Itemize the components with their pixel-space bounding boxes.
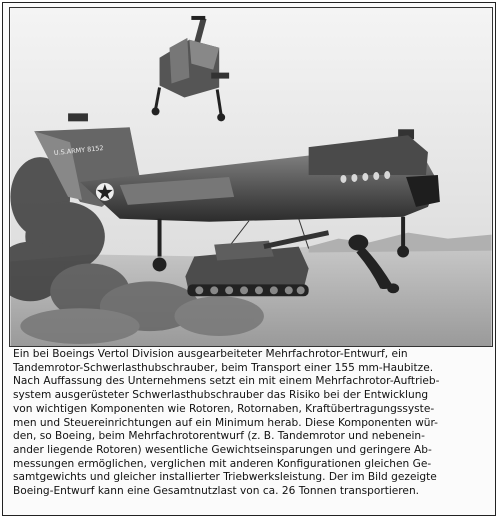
caption-line: Tandemrotor-Schwerlasthubschrauber, beim Transport einer 155 mm-Haubitze.	[13, 361, 434, 374]
helicopter-illustration	[9, 7, 493, 347]
page-frame	[2, 2, 496, 516]
caption-line: messungen ermöglichen, verglichen mit anderen Konfigurationen gleichen Ge-	[13, 457, 432, 470]
caption-line: system ausgerüsteter Schwerlasthubschrauber das Risiko bei der Entwicklung	[13, 389, 429, 402]
caption-line: den, so Boeing, beim Mehrfachrotorentwurf (z. B. Tandemrotor und nebenein-	[13, 430, 425, 443]
caption-line: ander liegende Rotoren) wesentliche Gewichtseinsparungen und geringere Ab-	[13, 443, 432, 456]
caption-line: Boeing-Entwurf kann eine Gesamtnutzlast von ca. 26 Tonnen transportieren.	[13, 485, 420, 498]
caption-line: Nach Auffassung des Unternehmens setzt ein mit einem Mehrfachrotor-Auftrieb-	[13, 375, 440, 388]
caption-line: men und Steuereinrichtungen auf ein Minimum herab. Diese Komponenten wür-	[13, 416, 438, 429]
tail-marking: U.S.ARMY 8152	[53, 143, 104, 158]
caption-text	[13, 348, 487, 514]
caption-line: von wichtigen Komponenten wie Rotoren, Rotornaben, Kraftübertragungssyste-	[13, 402, 435, 415]
caption-line: samtgewichts und gleicher installierter Triebwerksleistung. Der im Bild gezeigte	[13, 471, 437, 484]
caption-line: Ein bei Boeings Vertol Division ausgearbeiteter Mehrfachrotor-Entwurf, ein	[13, 348, 408, 360]
